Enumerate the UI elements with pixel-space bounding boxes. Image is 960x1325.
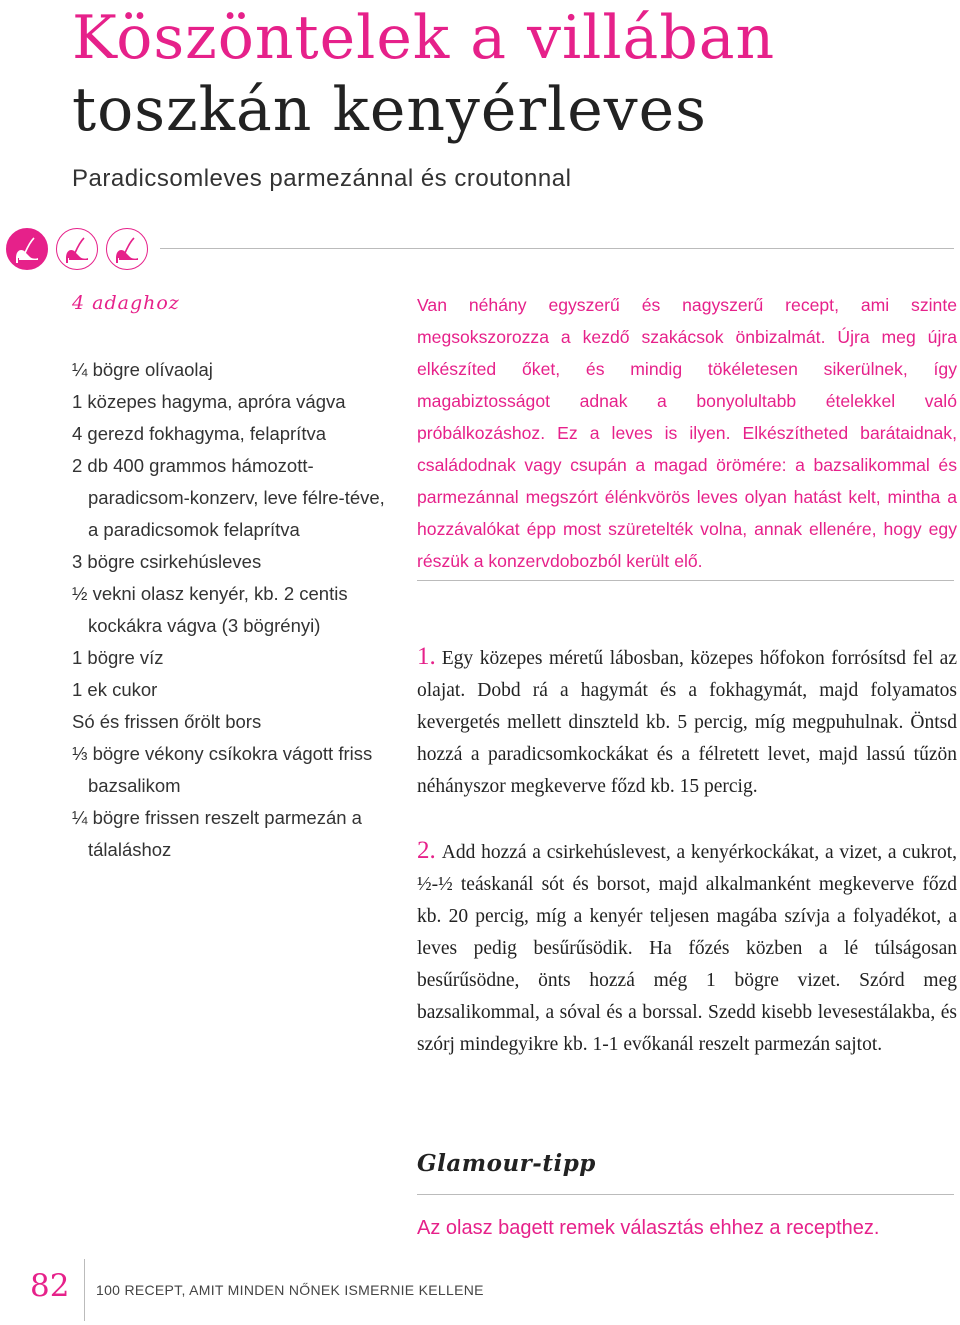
header-divider xyxy=(160,248,954,249)
ingredient-item: 1 közepes hagyma, apróra vágva xyxy=(72,391,346,412)
ingredient-item: ½ vekni olasz kenyér, kb. 2 centis kockákra vágva (3 bögrényi) xyxy=(72,583,348,636)
ingredient-item: ¼ bögre olívaolaj xyxy=(72,359,213,380)
step-text: Add hozzá a csirkehúslevest, a kenyérkockákat, a vizet, a cukrot, ½-½ teáskanál sót és borsot, majd alkalmanként megkeverve főzd kb. 20 percig, míg a kenyér teljesen magába szívja a folyadékot, a leves pedig besűrűsödik. Ha főzés közben a lé túlságosan besűrűsödne, önts hozzá még 1 bögre vizet. Szórd meg bazsalikommal, a sóval és a borssal. Szedd kisebb levesestálakba, és szórj mindegyikre kb. 1-1 evőkanál reszelt parmezán sajtot. xyxy=(417,842,957,1055)
recipe-subtitle: Paradicsomleves parmezánnal és croutonnal xyxy=(72,165,572,192)
servings-label: 4 adaghoz xyxy=(72,292,180,314)
tip-title: Glamour-tipp xyxy=(417,1150,596,1177)
tip-divider xyxy=(417,1194,954,1195)
step-number: 1. xyxy=(417,643,436,670)
method-steps xyxy=(417,641,957,1093)
method-step xyxy=(417,835,957,1061)
ingredient-item: Só és frissen őrölt bors xyxy=(72,711,262,732)
page-number: 82 xyxy=(30,1268,70,1304)
ingredient-item: 4 gerezd fokhagyma, felaprítva xyxy=(72,423,327,444)
title-line-1: Köszöntelek a villában xyxy=(72,3,776,73)
high-heel-icon xyxy=(106,228,148,270)
ingredient-item: ⅓ bögre vékony csíkokra vágott friss bazsalikom xyxy=(72,743,373,796)
high-heel-icon xyxy=(6,228,48,270)
method-step xyxy=(417,641,957,803)
step-text: Egy közepes méretű lábosban, közepes hőfokon forrósítsd fel az olajat. Dobd rá a hagymát és a fokhagymát, majd folyamatos kevergetés mellett dinszteld kb. 5 percig, míg megpuhulnak. Öntsd hozzá a paradicsomkockákat és a félretett levet, majd lassú tűzön néhányszor megkeverve főzd kb. 15 percig. xyxy=(417,648,957,797)
ingredient-item: 3 bögre csirkehúsleves xyxy=(72,551,262,572)
difficulty-rating xyxy=(6,228,148,270)
title-line-2: toszkán kenyérleves xyxy=(72,75,707,145)
high-heel-icon xyxy=(56,228,98,270)
footer-divider xyxy=(84,1259,85,1321)
intro-divider xyxy=(417,580,954,581)
recipe-intro: Van néhány egyszerű és nagyszerű recept, ami szinte megsokszorozza a kezdő szakácsok önbizalmát. Újra meg újra elkészíted őket, és mindig tökéletesen sikerülnek, így magabiztosságot adnak a bonyolultabb ételekkel való próbálkozáshoz. Ez a leves is ilyen. Elkészítheted barátaidnak, családodnak vagy csupán a magad örömére: a bazsalikommal és parmezánnal megszórt élénkvörös leves olyan hatást kelt, mintha a hozzávalókat épp most szüretelték volna, annak ellenére, hogy egy részük a konzervdobozból került elő. xyxy=(417,295,957,571)
ingredient-item: ¼ bögre frissen reszelt parmezán a tálaláshoz xyxy=(72,807,362,860)
book-title: 100 RECEPT, AMIT MINDEN NŐNEK ISMERNIE KELLENE xyxy=(96,1282,484,1298)
tip-text: Az olasz bagett remek választás ehhez a recepthez. xyxy=(417,1217,880,1239)
ingredient-list xyxy=(72,354,392,866)
recipe-title xyxy=(72,2,775,146)
ingredient-item: 2 db 400 grammos hámozott-paradicsom-konzerv, leve félre-téve, a paradicsomok felaprítva xyxy=(72,455,385,540)
ingredient-item: 1 bögre víz xyxy=(72,647,164,668)
ingredient-item: 1 ek cukor xyxy=(72,679,158,700)
step-number: 2. xyxy=(417,837,436,864)
